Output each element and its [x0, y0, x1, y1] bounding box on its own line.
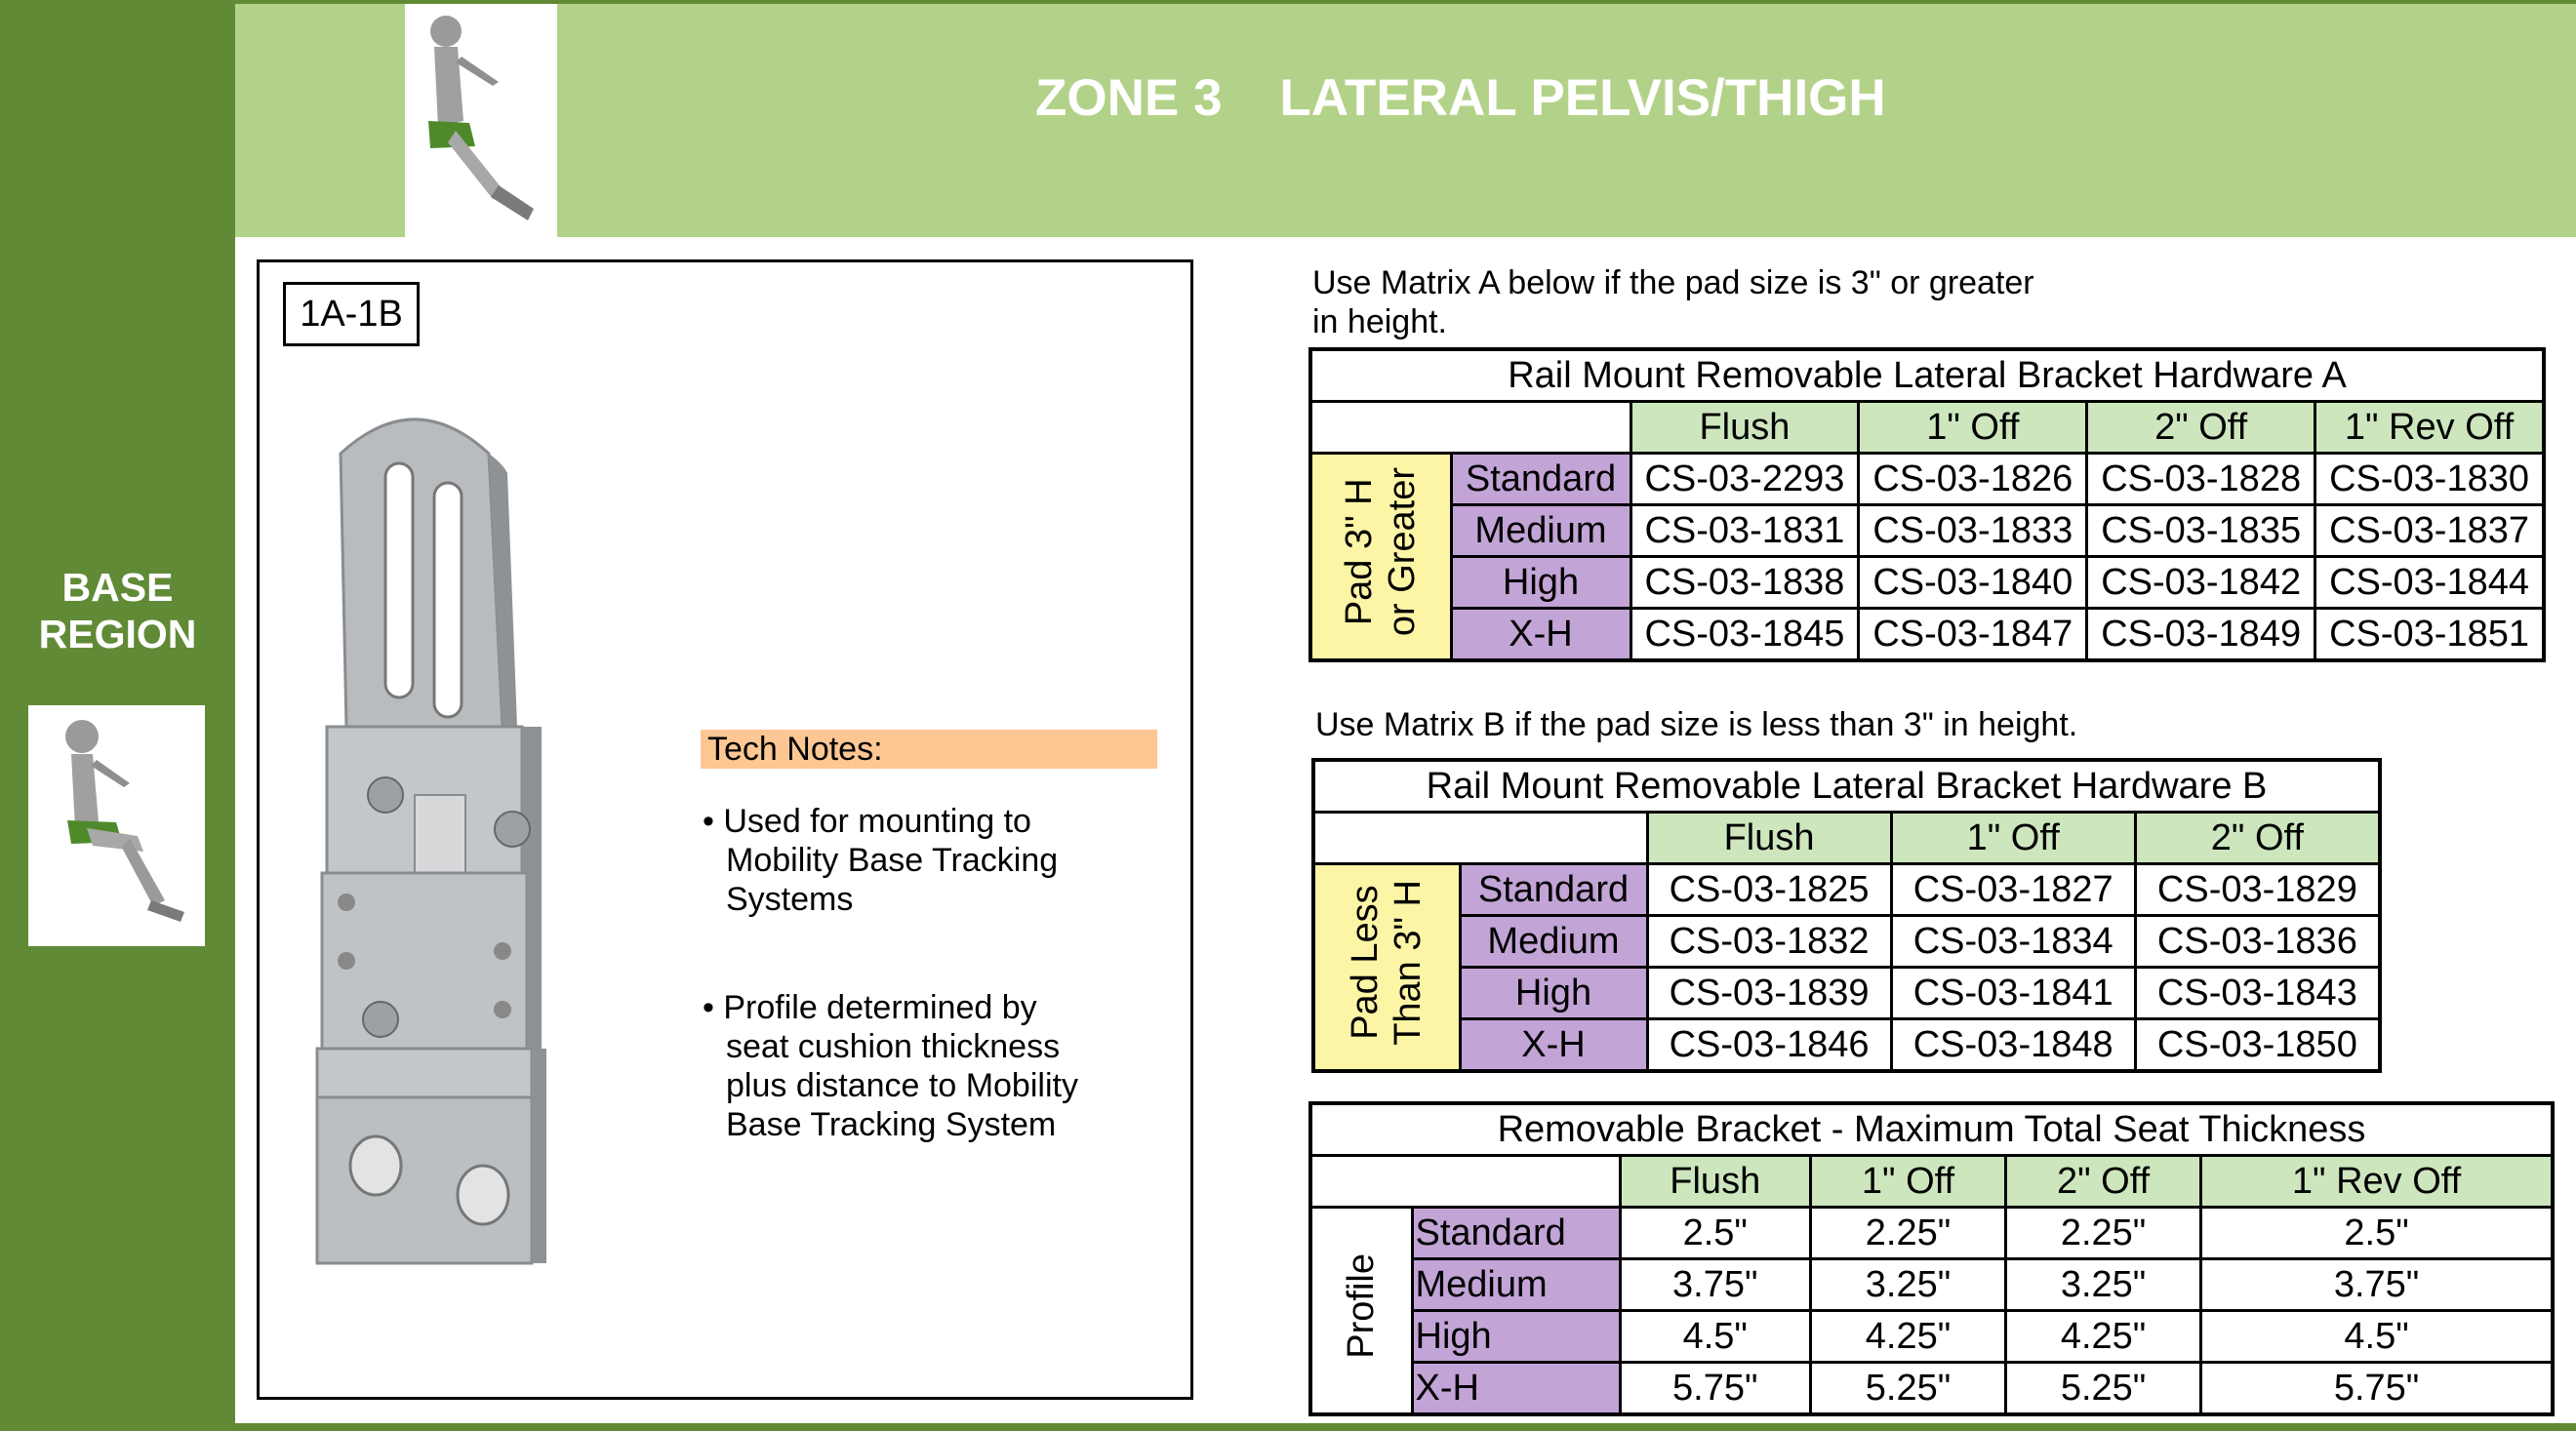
matrix-c-title: Removable Bracket - Maximum Total Seat Thickness — [1310, 1103, 2553, 1156]
table-cell: CS-03-1846 — [1647, 1019, 1891, 1072]
table-cell: CS-03-1848 — [1891, 1019, 2135, 1072]
matrix-b-group-label: Pad Less Than 3" H — [1313, 864, 1460, 1072]
table-cell: CS-03-1849 — [2087, 609, 2315, 661]
table-row — [1310, 609, 2544, 661]
table-row — [1313, 916, 2380, 968]
column-header: Flush — [1630, 402, 1859, 454]
row-label: X-H — [1412, 1363, 1620, 1415]
table-cell: CS-03-1851 — [2315, 609, 2544, 661]
sidebar — [0, 0, 235, 1431]
table-cell: CS-03-1835 — [2087, 505, 2315, 557]
table-cell: CS-03-1838 — [1630, 557, 1859, 609]
table-cell: CS-03-1847 — [1859, 609, 2087, 661]
table-cell: 5.25" — [1810, 1363, 2005, 1415]
column-header: 1" Off — [1891, 813, 2135, 864]
table-cell: CS-03-1850 — [2135, 1019, 2380, 1072]
table-cell: 4.25" — [1810, 1311, 2005, 1363]
column-header: 2" Off — [2087, 402, 2315, 454]
row-label: High — [1460, 968, 1647, 1019]
table-cell: CS-03-1826 — [1859, 454, 2087, 505]
table-cell: 3.75" — [1620, 1259, 1810, 1311]
matrix-c-group-label: Profile — [1310, 1208, 1412, 1415]
table-cell: 4.25" — [2006, 1311, 2201, 1363]
tech-note-1: • Used for mounting to Mobility Base Tracking Systems — [703, 803, 1059, 918]
table-cell: 2.25" — [2006, 1208, 2201, 1259]
table-cell: 3.75" — [2201, 1259, 2553, 1311]
table-row — [1313, 968, 2380, 1019]
table-cell: 2.5" — [1620, 1208, 1810, 1259]
matrix-b-title: Rail Mount Removable Lateral Bracket Hardware B — [1313, 760, 2380, 813]
table-cell: CS-03-1843 — [2135, 968, 2380, 1019]
row-label: Medium — [1451, 505, 1630, 557]
column-header: 1" Off — [1810, 1156, 2005, 1208]
table-cell: CS-03-1832 — [1647, 916, 1891, 968]
table-row — [1310, 454, 2544, 505]
table-row — [1310, 1363, 2553, 1415]
row-label: High — [1451, 557, 1630, 609]
table-cell: 3.25" — [2006, 1259, 2201, 1311]
column-header: 1" Rev Off — [2315, 402, 2544, 454]
table-cell: CS-03-1842 — [2087, 557, 2315, 609]
row-label: X-H — [1451, 609, 1630, 661]
table-cell: 2.5" — [2201, 1208, 2553, 1259]
matrix-a-group-label: Pad 3" H or Greater — [1310, 454, 1451, 661]
table-cell: CS-03-1834 — [1891, 916, 2135, 968]
table-cell: CS-03-1844 — [2315, 557, 2544, 609]
matrix-c-corner — [1310, 1156, 1620, 1208]
matrix-a-corner — [1310, 402, 1630, 454]
table-cell: CS-03-1833 — [1859, 505, 2087, 557]
table-row — [1310, 1311, 2553, 1363]
page-title: ZONE 3 LATERAL PELVIS/THIGH — [1035, 69, 1886, 127]
matrix-a-intro: Use Matrix A below if the pad size is 3" or greater in height. — [1312, 264, 2034, 340]
column-header: 2" Off — [2006, 1156, 2201, 1208]
bottom-bar — [235, 1423, 2576, 1431]
table-row — [1313, 1019, 2380, 1072]
table-cell: 2.25" — [1810, 1208, 2005, 1259]
table-row — [1310, 1259, 2553, 1311]
table-cell: CS-03-2293 — [1630, 454, 1859, 505]
matrix-b-corner — [1313, 813, 1647, 864]
table-cell: CS-03-1831 — [1630, 505, 1859, 557]
row-label: Medium — [1460, 916, 1647, 968]
row-label: Standard — [1460, 864, 1647, 916]
table-cell: CS-03-1829 — [2135, 864, 2380, 916]
column-header: Flush — [1620, 1156, 1810, 1208]
table-row — [1313, 864, 2380, 916]
row-label: Standard — [1451, 454, 1630, 505]
column-header: 1" Off — [1859, 402, 2087, 454]
matrix-a-table — [1308, 347, 2546, 662]
table-cell: 4.5" — [1620, 1311, 1810, 1363]
table-cell: 5.75" — [1620, 1363, 1810, 1415]
column-header: Flush — [1647, 813, 1891, 864]
seated-person-icon — [28, 705, 205, 946]
table-cell: CS-03-1827 — [1891, 864, 2135, 916]
header — [235, 0, 2576, 237]
column-header: 1" Rev Off — [2201, 1156, 2553, 1208]
tech-notes-title: Tech Notes: — [701, 730, 1157, 769]
table-cell: 5.25" — [2006, 1363, 2201, 1415]
table-cell: CS-03-1839 — [1647, 968, 1891, 1019]
table-cell: CS-03-1841 — [1891, 968, 2135, 1019]
matrix-b-table — [1311, 758, 2382, 1073]
tech-note-2: • Profile determined by seat cushion thickness plus distance to Mobility Base Tracking System — [703, 989, 1078, 1143]
lateral-bracket-hardware-icon — [307, 395, 620, 1283]
row-label: X-H — [1460, 1019, 1647, 1072]
table-row — [1310, 505, 2544, 557]
matrix-c-table — [1308, 1101, 2555, 1416]
table-cell: CS-03-1825 — [1647, 864, 1891, 916]
seated-person-icon — [405, 4, 557, 241]
table-cell: CS-03-1845 — [1630, 609, 1859, 661]
table-row — [1310, 1208, 2553, 1259]
region-label: BASE REGION — [38, 565, 197, 656]
table-cell: CS-03-1836 — [2135, 916, 2380, 968]
table-cell: CS-03-1828 — [2087, 454, 2315, 505]
column-header: 2" Off — [2135, 813, 2380, 864]
table-cell: 4.5" — [2201, 1311, 2553, 1363]
table-row — [1310, 557, 2544, 609]
product-code: 1A-1B — [283, 282, 420, 346]
matrix-b-intro: Use Matrix B if the pad size is less than 3" in height. — [1315, 706, 2078, 743]
table-cell: 3.25" — [1810, 1259, 2005, 1311]
matrix-a-title: Rail Mount Removable Lateral Bracket Hardware A — [1310, 349, 2544, 402]
table-cell: 5.75" — [2201, 1363, 2553, 1415]
row-label: Standard — [1412, 1208, 1620, 1259]
row-label: Medium — [1412, 1259, 1620, 1311]
table-cell: CS-03-1830 — [2315, 454, 2544, 505]
table-cell: CS-03-1837 — [2315, 505, 2544, 557]
table-cell: CS-03-1840 — [1859, 557, 2087, 609]
row-label: High — [1412, 1311, 1620, 1363]
